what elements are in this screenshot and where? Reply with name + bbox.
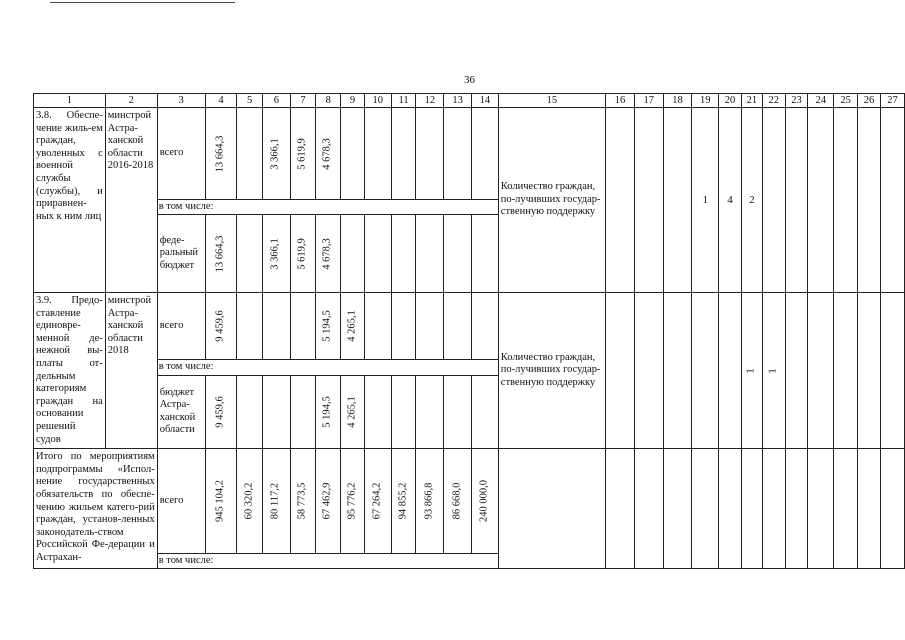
value-cell xyxy=(785,293,808,449)
value-cell xyxy=(205,375,237,449)
value-c10: 67 264,2 xyxy=(371,482,383,520)
source-label-cell xyxy=(157,375,205,449)
value-c7: 58 773,5 xyxy=(296,482,308,520)
including-label: в том числе: xyxy=(157,554,498,569)
value-c6: 80 117,2 xyxy=(270,482,282,520)
value-cell xyxy=(472,449,499,554)
column-number-header: 11 xyxy=(391,94,416,108)
value-cell xyxy=(364,293,391,360)
value-cell xyxy=(290,375,316,449)
value-cell xyxy=(316,293,341,360)
value-cell xyxy=(416,293,444,360)
value-cell xyxy=(472,375,499,449)
value-cell xyxy=(880,108,904,293)
value-cell xyxy=(762,449,785,569)
value-cell xyxy=(606,449,635,569)
total-row-label: Итого по мероприятиям подпрограммы «Испол-нение государственных обязательств по обеспе-чению жильем катего-рий граждан, установ-ленных законодатель-ством Российской Фе-дерации и Астрахан- xyxy=(34,449,158,569)
value-cell xyxy=(444,449,472,554)
indicator-cell xyxy=(498,108,605,293)
value-cell xyxy=(416,108,444,200)
column-number-header: 17 xyxy=(634,94,663,108)
column-number-header: 25 xyxy=(834,94,858,108)
value-cell xyxy=(341,375,365,449)
value-cell xyxy=(416,449,444,554)
value-cell xyxy=(391,293,416,360)
table-row xyxy=(34,108,905,200)
value-cell xyxy=(834,293,858,449)
column-number-header: 1 xyxy=(34,94,106,108)
value-cell xyxy=(762,293,785,449)
value-cell xyxy=(634,293,663,449)
value-cell xyxy=(290,108,316,200)
value-cell xyxy=(606,108,635,293)
value-cell xyxy=(663,293,692,449)
value-cell xyxy=(663,449,692,569)
value-cell xyxy=(808,108,834,293)
column-number-header: 26 xyxy=(858,94,881,108)
value-cell xyxy=(444,215,472,293)
column-number-header: 21 xyxy=(741,94,762,108)
value-cell xyxy=(472,108,499,200)
indicator-value-c21: 2 xyxy=(741,108,762,293)
value-cell xyxy=(785,108,808,293)
value-c9: 4 265,1 xyxy=(346,310,358,342)
source-label: феде-ральный бюджет xyxy=(159,234,199,271)
value-c7: 5 619,9 xyxy=(296,237,308,270)
value-cell xyxy=(762,108,785,293)
value-c8: 4 678,3 xyxy=(321,137,333,170)
value-cell xyxy=(316,108,341,200)
indicator-cell xyxy=(498,293,605,449)
value-cell xyxy=(858,108,881,293)
column-number-header: 5 xyxy=(237,94,263,108)
value-c7: 5 619,9 xyxy=(296,137,308,170)
value-c6: 3 366,1 xyxy=(270,137,282,170)
column-number-header: 19 xyxy=(692,94,719,108)
column-number-header: 27 xyxy=(880,94,904,108)
value-cell xyxy=(262,215,290,293)
value-cell xyxy=(364,449,391,554)
header-row xyxy=(34,94,905,108)
value-cell xyxy=(719,293,742,449)
value-cell xyxy=(391,449,416,554)
value-cell xyxy=(416,375,444,449)
value-cell xyxy=(237,375,263,449)
value-cell xyxy=(364,108,391,200)
table-row xyxy=(34,293,905,360)
value-cell xyxy=(692,449,719,569)
value-cell xyxy=(262,293,290,360)
column-number-header: 10 xyxy=(364,94,391,108)
value-cell xyxy=(290,293,316,360)
column-number-header: 16 xyxy=(606,94,635,108)
value-cell xyxy=(205,293,237,360)
total-label: всего xyxy=(159,147,184,159)
value-cell xyxy=(472,293,499,360)
value-cell xyxy=(663,108,692,293)
value-cell xyxy=(785,449,808,569)
value-cell xyxy=(391,215,416,293)
value-cell xyxy=(316,215,341,293)
value-cell xyxy=(237,449,263,554)
column-number-header: 9 xyxy=(341,94,365,108)
value-cell xyxy=(808,293,834,449)
executor-cell: минстрой Астра-ханской области 2018 xyxy=(105,293,157,449)
column-number-header: 12 xyxy=(416,94,444,108)
value-cell xyxy=(341,108,365,200)
value-cell xyxy=(692,293,719,449)
column-number-header: 3 xyxy=(157,94,205,108)
value-c8: 67 462,9 xyxy=(321,482,333,520)
value-cell xyxy=(444,293,472,360)
column-number-header: 8 xyxy=(316,94,341,108)
indicator-value-c21: 1 xyxy=(745,367,757,374)
value-cell xyxy=(341,293,365,360)
column-number-header: 7 xyxy=(290,94,316,108)
value-cell xyxy=(391,108,416,200)
value-cell xyxy=(880,293,904,449)
value-c8: 4 678,3 xyxy=(321,237,333,270)
column-number-header: 2 xyxy=(105,94,157,108)
value-cell xyxy=(741,293,762,449)
value-c9: 4 265,1 xyxy=(346,396,358,428)
value-cell xyxy=(808,449,834,569)
value-c6: 3 366,1 xyxy=(270,237,282,270)
value-cell xyxy=(237,293,263,360)
value-cell xyxy=(444,375,472,449)
value-cell xyxy=(290,449,316,554)
value-c12: 93 866,8 xyxy=(423,482,435,520)
column-number-header: 18 xyxy=(663,94,692,108)
column-number-header: 20 xyxy=(719,94,742,108)
value-cell xyxy=(834,449,858,569)
measure-cell: 3.8. Обеспе-чение жиль-ем граждан, уволенных с военной службы (службы), и приравнен-ных к ним лиц xyxy=(34,108,106,293)
indicator-text: Количество граждан, по-лучивших государ-ственную поддержку xyxy=(500,351,601,388)
value-cell xyxy=(880,449,904,569)
total-label-cell xyxy=(157,293,205,360)
value-c5: 60 320,2 xyxy=(243,482,255,520)
column-number-header: 15 xyxy=(498,94,605,108)
table-row xyxy=(34,449,905,554)
value-cell xyxy=(858,449,881,569)
value-cell xyxy=(262,375,290,449)
indicator-value-c19: 1 xyxy=(692,108,719,293)
including-label: в том числе: xyxy=(157,200,498,215)
value-c8: 5 194,5 xyxy=(321,396,333,428)
value-cell xyxy=(237,215,263,293)
total-label-cell xyxy=(157,108,205,200)
value-cell xyxy=(341,449,365,554)
value-c4: 13 664,3 xyxy=(214,135,226,172)
executor-cell: минстрой Астра-ханской области 2016-2018 xyxy=(105,108,157,293)
value-cell xyxy=(316,375,341,449)
column-number-header: 4 xyxy=(205,94,237,108)
source-label: бюджет Астра-ханской области xyxy=(159,386,196,436)
source-label-cell xyxy=(157,215,205,293)
value-c8: 5 194,5 xyxy=(321,310,333,342)
value-cell xyxy=(391,375,416,449)
value-cell xyxy=(316,449,341,554)
value-cell xyxy=(858,293,881,449)
value-cell xyxy=(262,449,290,554)
value-c4: 9 459,6 xyxy=(214,310,226,342)
column-number-header: 24 xyxy=(808,94,834,108)
program-table xyxy=(33,93,905,569)
value-cell xyxy=(364,215,391,293)
value-c4: 9 459,6 xyxy=(214,396,226,428)
value-cell xyxy=(290,215,316,293)
measure-cell: 3.9. Предо-ставление единовре-менной де-нежной вы-платы от-дельным категориям граждан на основании решений судов xyxy=(34,293,106,449)
value-cell xyxy=(364,375,391,449)
column-number-header: 22 xyxy=(762,94,785,108)
value-cell xyxy=(205,449,237,554)
total-label: всего xyxy=(159,494,184,506)
value-cell xyxy=(634,449,663,569)
value-cell xyxy=(237,108,263,200)
value-c13: 86 668,0 xyxy=(451,482,463,520)
value-c4: 945 104,2 xyxy=(214,480,226,523)
value-c11: 94 855,2 xyxy=(397,482,409,520)
value-c9: 95 776,2 xyxy=(346,482,358,520)
top-rule xyxy=(50,2,235,3)
column-number-header: 14 xyxy=(472,94,499,108)
value-cell xyxy=(444,108,472,200)
value-cell xyxy=(498,449,605,569)
value-cell xyxy=(741,449,762,569)
value-cell xyxy=(834,108,858,293)
value-cell xyxy=(719,449,742,569)
column-number-header: 6 xyxy=(262,94,290,108)
column-number-header: 13 xyxy=(444,94,472,108)
page-number: 36 xyxy=(464,74,475,86)
indicator-value-c20: 4 xyxy=(719,108,742,293)
including-label: в том числе: xyxy=(157,360,498,375)
value-cell xyxy=(205,108,237,200)
total-label-cell xyxy=(157,449,205,554)
value-cell xyxy=(341,215,365,293)
value-cell xyxy=(606,293,635,449)
value-cell xyxy=(472,215,499,293)
total-label: всего xyxy=(159,319,184,331)
indicator-text: Количество граждан, по-лучивших государ-ственную поддержку xyxy=(500,181,601,218)
column-number-header: 23 xyxy=(785,94,808,108)
value-c4: 13 664,3 xyxy=(214,235,226,272)
value-cell xyxy=(205,215,237,293)
indicator-value-c22: 1 xyxy=(767,367,779,374)
value-cell xyxy=(634,108,663,293)
value-cell xyxy=(416,215,444,293)
value-cell xyxy=(262,108,290,200)
value-c14: 240 000,0 xyxy=(478,480,490,523)
